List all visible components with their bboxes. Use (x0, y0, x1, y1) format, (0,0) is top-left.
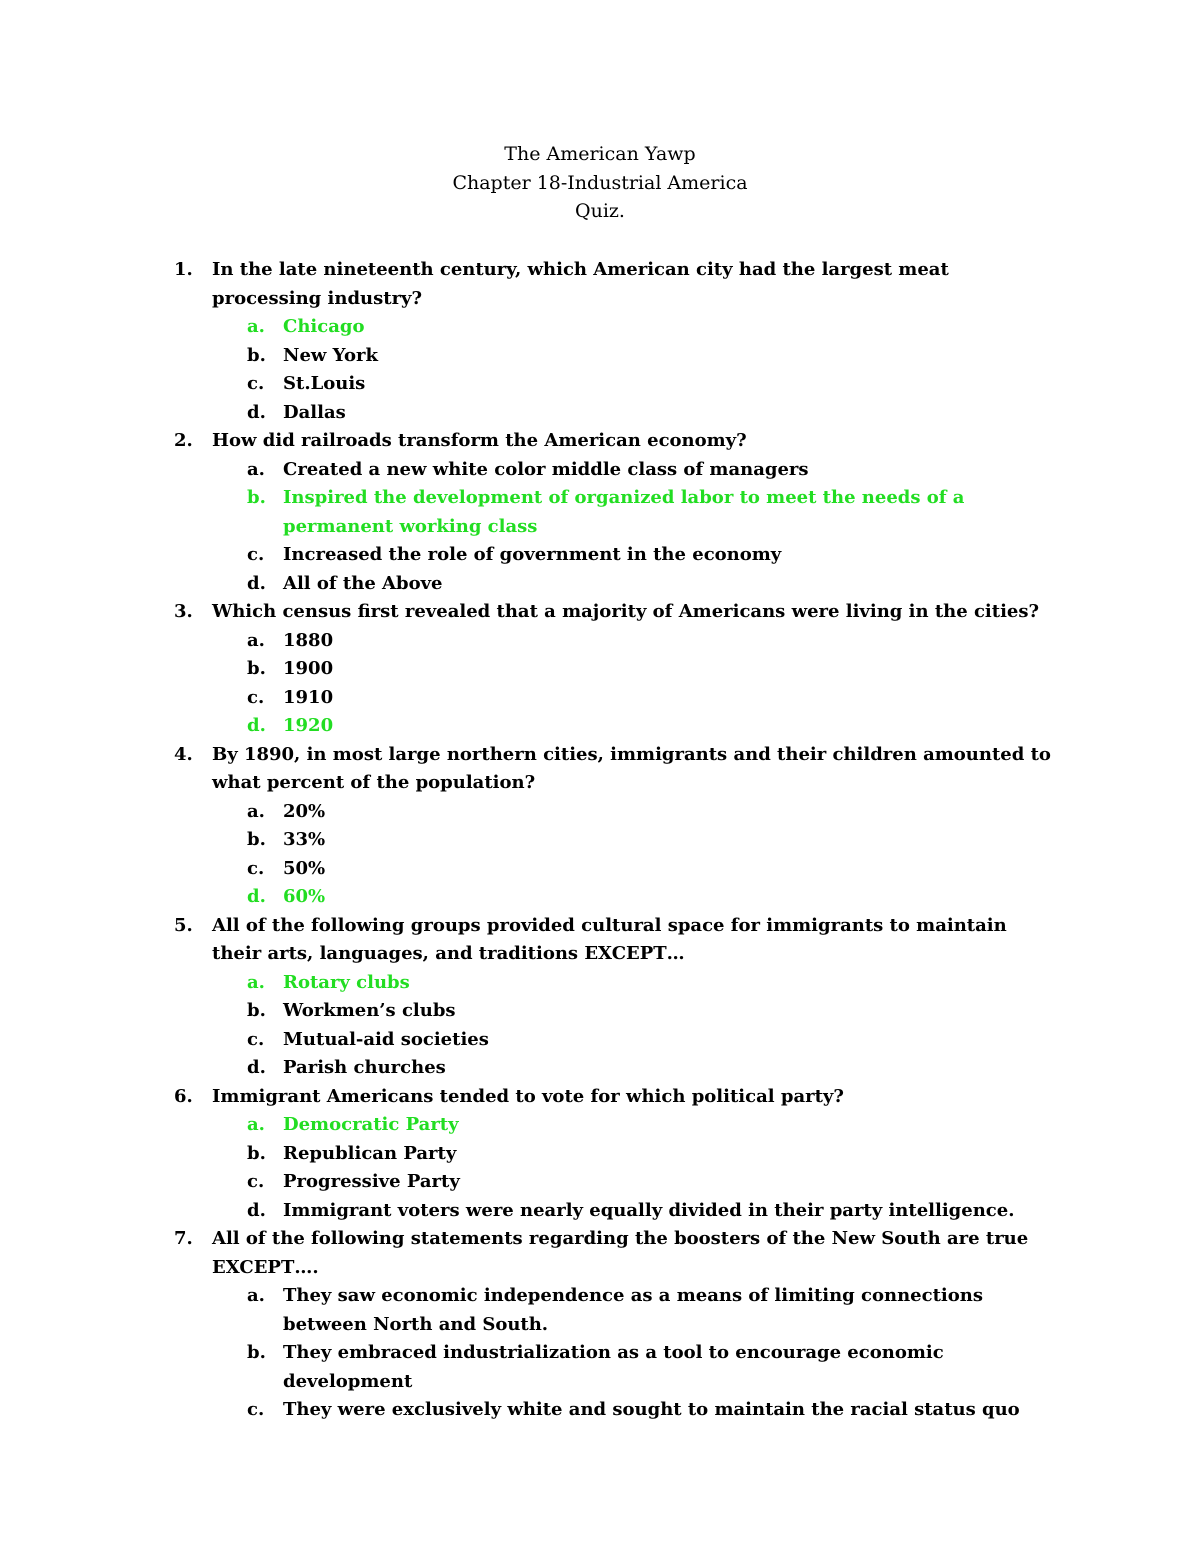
answer-option (0, 1026, 1200, 1055)
answer-option (0, 627, 1200, 656)
option-text: Created a new white color middle class of managers (283, 458, 809, 480)
answer-option (0, 655, 1200, 684)
option-text: Mutual-aid societies (283, 1028, 489, 1050)
question-number: 5. (174, 914, 193, 936)
option-text: Parish churches (283, 1057, 446, 1078)
option-letter: b. (247, 487, 266, 508)
answer-option-correct (0, 313, 1200, 342)
option-text: All of the Above (283, 572, 443, 594)
option-text: 1910 (283, 686, 334, 708)
option-letter: b. (247, 1342, 266, 1363)
question-7 (0, 1225, 1200, 1282)
question-text: All of the following statements regarding the boosters of the New South are true EXCEPT…. (212, 1228, 1029, 1278)
option-letter: c. (247, 1399, 265, 1420)
book-title: The American Yawp (504, 143, 696, 165)
option-letter: d. (247, 401, 266, 423)
answer-option (0, 456, 1200, 485)
answer-option-correct (0, 1111, 1200, 1140)
question-number: 3. (174, 601, 193, 622)
option-letter: d. (247, 1199, 266, 1221)
option-letter: a. (247, 800, 265, 822)
option-letter: c. (247, 1171, 265, 1192)
question-number: 6. (174, 1085, 193, 1107)
option-letter: d. (247, 1057, 266, 1078)
option-letter: c. (247, 544, 265, 565)
option-text: Chicago (283, 316, 365, 337)
option-letter: b. (247, 1000, 266, 1021)
question-text: Which census first revealed that a majority of Americans were living in the cities? (212, 601, 1040, 622)
question-number: 1. (174, 259, 193, 280)
option-text: They embraced industrialization as a tool to encourage economic development (283, 1342, 944, 1392)
option-text: 20% (283, 800, 326, 822)
option-text: Progressive Party (283, 1171, 460, 1192)
question-6 (0, 1083, 1200, 1112)
question-text: In the late nineteenth century, which American city had the largest meat processing industry? (212, 259, 949, 309)
option-letter: c. (247, 686, 265, 708)
option-letter: a. (247, 971, 265, 993)
option-text: Democratic Party (283, 1114, 459, 1135)
option-text: New York (283, 344, 378, 366)
option-text: Rotary clubs (283, 971, 410, 993)
question-2 (0, 427, 1200, 456)
option-letter: d. (247, 572, 266, 594)
answer-option-correct (0, 484, 1200, 541)
answer-option-correct (0, 883, 1200, 912)
option-text: They were exclusively white and sought to maintain the racial status quo (283, 1399, 1020, 1420)
option-text: 1880 (283, 629, 334, 651)
question-text: Immigrant Americans tended to vote for which political party? (212, 1085, 844, 1107)
question-text: How did railroads transform the American economy? (212, 430, 747, 451)
option-letter: a. (247, 458, 265, 480)
answer-option (0, 1168, 1200, 1197)
option-letter: a. (247, 1285, 265, 1306)
option-text: 1920 (283, 715, 334, 736)
answer-option (0, 541, 1200, 570)
option-letter: a. (247, 629, 265, 651)
answer-option (0, 1140, 1200, 1169)
answer-option (0, 1054, 1200, 1083)
option-letter: d. (247, 886, 266, 907)
option-letter: c. (247, 857, 265, 879)
question-number: 4. (174, 743, 193, 765)
option-text: Dallas (283, 401, 346, 423)
quiz-list (0, 256, 1200, 1425)
option-text: 33% (283, 829, 326, 850)
option-text: 60% (283, 886, 326, 907)
question-text: By 1890, in most large northern cities, immigrants and their children amounted to what percent of the population? (212, 743, 1051, 793)
option-letter: b. (247, 344, 266, 366)
option-letter: b. (247, 658, 266, 679)
option-letter: a. (247, 1114, 265, 1135)
answer-option (0, 1339, 1200, 1396)
option-letter: d. (247, 715, 266, 736)
answer-option (0, 684, 1200, 713)
question-3 (0, 598, 1200, 627)
question-5 (0, 912, 1200, 969)
answer-option (0, 855, 1200, 884)
option-text: Workmen’s clubs (283, 1000, 456, 1021)
question-number: 7. (174, 1228, 193, 1249)
answer-option-correct (0, 712, 1200, 741)
option-letter: b. (247, 829, 266, 850)
answer-option (0, 1396, 1200, 1425)
answer-option (0, 370, 1200, 399)
option-letter: c. (247, 373, 265, 394)
answer-option-correct (0, 969, 1200, 998)
question-number: 2. (174, 430, 193, 451)
question-4 (0, 741, 1200, 798)
document-header (0, 140, 1200, 226)
answer-option (0, 997, 1200, 1026)
answer-option (0, 570, 1200, 599)
option-letter: c. (247, 1028, 265, 1050)
answer-option (0, 399, 1200, 428)
option-text: Republican Party (283, 1142, 457, 1164)
answer-option (0, 798, 1200, 827)
option-text: 1900 (283, 658, 334, 679)
option-text: They saw economic independence as a means of limiting connections between North and South. (283, 1285, 983, 1335)
option-text: Immigrant voters were nearly equally divided in their party intelligence. (283, 1199, 1015, 1221)
option-text: 50% (283, 857, 326, 879)
option-letter: a. (247, 316, 265, 337)
option-text: St.Louis (283, 373, 366, 394)
answer-option (0, 342, 1200, 371)
answer-option (0, 1197, 1200, 1226)
quiz-label: Quiz. (575, 200, 625, 222)
question-text: All of the following groups provided cultural space for immigrants to maintain their arts, languages, and traditions EXCEPT… (212, 914, 1007, 964)
option-text: Inspired the development of organized labor to meet the needs of a permanent working class (283, 487, 965, 537)
answer-option (0, 1282, 1200, 1339)
answer-option (0, 826, 1200, 855)
option-letter: b. (247, 1142, 266, 1164)
chapter-title: Chapter 18-Industrial America (452, 171, 748, 194)
option-text: Increased the role of government in the economy (283, 544, 782, 565)
question-1 (0, 256, 1200, 313)
